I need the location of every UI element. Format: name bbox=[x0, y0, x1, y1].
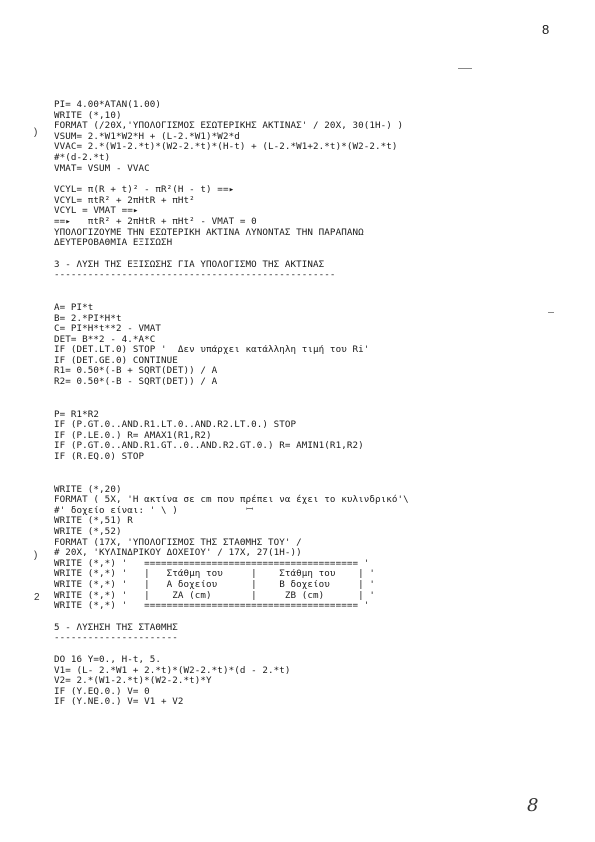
margin-mark: ) bbox=[34, 550, 38, 561]
code-line: B= 2.*PI*H*t bbox=[54, 312, 122, 324]
code-line: IF (DET.LT.0) STOP ' Δεν υπάρχει κατάλληλη τιμή του Ri' bbox=[54, 344, 370, 356]
section-heading bbox=[54, 623, 574, 644]
page-number: 8 bbox=[542, 22, 550, 37]
code-line: # 20X, 'ΚΥΛΙΝΔΡΙΚΟΥ ΔΟΧΕΙΟΥ' / 17X, 27(1H-)) bbox=[54, 547, 302, 559]
code-line: A= PI*t bbox=[54, 301, 94, 313]
margin-mark: 2 bbox=[34, 592, 40, 603]
code-block bbox=[54, 185, 574, 249]
scan-smudge bbox=[458, 68, 472, 69]
code-line: IF (Y.EQ.0.) V= 0 bbox=[54, 685, 150, 697]
code-line: R2= 0.50*(-B - SQRT(DET)) / A bbox=[54, 376, 218, 388]
code-line: ---------------------- bbox=[54, 632, 178, 644]
code-line: -------------------------------------------------- bbox=[54, 269, 336, 281]
code-line: IF (Y.NE.0.) V= V1 + V2 bbox=[54, 696, 184, 708]
code-line: 3 - ΛΥΣΗ ΤΗΣ ΕΞΙΣΩΣΗΣ ΓΙΑ ΥΠΟΛΟΓΙΣΜΟ ΤΗΣ ΑΚΤΙΝΑΣ bbox=[54, 258, 325, 270]
code-line: ==▸ πtR² + 2πHtR + πHt² - VMAT = 0 bbox=[54, 215, 257, 227]
code-line: PI= 4.00*ATAN(1.00) bbox=[54, 99, 161, 110]
code-line: C= PI*H*t**2 - VMAT bbox=[54, 323, 161, 335]
code-line: FORMAT (/20X,'ΥΠΟΛΟΓΙΣΜΟΣ ΕΣΩΤΕΡΙΚΗΣ ΑΚΤΙΝΑΣ' / 20X, 30(1H-) ) bbox=[54, 120, 404, 132]
code-line: WRITE (*,*) ' | Α δοχείου | Β δοχείου | ' bbox=[54, 578, 375, 590]
code-block bbox=[54, 655, 574, 708]
code-line: IF (P.GT.0..AND.R1.LT.0..AND.R2.LT.0.) STOP bbox=[54, 419, 297, 431]
code-line: DO 16 Y=0., H-t, 5. bbox=[54, 653, 161, 665]
margin-mark: ) bbox=[34, 127, 38, 138]
code-block bbox=[54, 485, 574, 612]
code-line: R1= 0.50*(-B + SQRT(DET)) / A bbox=[54, 365, 218, 377]
code-block bbox=[54, 303, 574, 388]
code-line: FORMAT (17X, 'ΥΠΟΛΟΓΙΣΜΟΣ ΤΗΣ ΣΤΑΘΜΗΣ ΤΟΥ' / bbox=[54, 536, 302, 548]
code-line: WRITE (*,*) ' ====================================== ' bbox=[54, 557, 370, 569]
code-line: #' δοχείο είναι: ' \ ) bbox=[54, 504, 178, 516]
code-block bbox=[54, 410, 574, 463]
code-line: VSUM= 2.*W1*W2*H + (L-2.*W1)*W2*d bbox=[54, 130, 240, 142]
code-line: FORMAT ( 5X, 'Η ακτίνα σε cm που πρέπει να έχει το κυλινδρικό'\ bbox=[54, 494, 409, 506]
code-block bbox=[54, 100, 574, 174]
code-line: IF (P.GT.0..AND.R1.GT..0..AND.R2.GT.0.) R= AMIN1(R1,R2) bbox=[54, 440, 364, 452]
fortran-listing bbox=[54, 100, 574, 708]
code-line: WRITE (*,51) R bbox=[54, 515, 133, 527]
code-line: VCYL= π(R + t)² - πR²(H - t) ==▸ bbox=[54, 184, 235, 196]
handwritten-page-mark: 8 bbox=[527, 795, 539, 816]
code-line: #*(d-2.*t) bbox=[54, 151, 111, 163]
code-line: VCYL = VMAT ==▸ bbox=[54, 205, 139, 217]
code-line: WRITE (*,*) ' | Στάθμη του | Στάθμη του | ' bbox=[54, 568, 375, 580]
code-line: VCYL= πtR² + 2πHtR + πHt² bbox=[54, 194, 195, 206]
code-line: ΔΕΥΤΕΡΟΒΑΘΜΙΑ ΕΞΙΣΩΣΗ bbox=[54, 237, 173, 249]
code-line: V1= (L- 2.*W1 + 2.*t)*(W2-2.*t)*(d - 2.*t) bbox=[54, 664, 291, 676]
code-line: IF (R.EQ.0) STOP bbox=[54, 451, 145, 463]
code-line: ΥΠΟΛΟΓΙΖΟΥΜΕ ΤΗΝ ΕΣΩΤΕΡΙΚΗ ΑΚΤΙΝΑ ΛΥΝΟΝΤΑΣ ΤΗΝ ΠΑΡΑΠΑΝΩ bbox=[54, 226, 364, 238]
scan-tick-mark: ꟷ bbox=[246, 505, 254, 515]
code-line: P= R1*R2 bbox=[54, 408, 100, 420]
code-line: IF (DET.GE.0) CONTINUE bbox=[54, 354, 178, 366]
code-line: DET= B**2 - 4.*A*C bbox=[54, 333, 156, 345]
code-line: WRITE (*,*) ' | ZA (cm) | ZB (cm) | ' bbox=[54, 589, 375, 601]
code-line: V2= 2.*(W1-2.*t)*(W2-2.*t)*Y bbox=[54, 675, 212, 687]
code-line: WRITE (*,52) bbox=[54, 526, 122, 537]
code-line: 5 - ΛΥΣΗΣΗ ΤΗΣ ΣΤΑΘΜΗΣ bbox=[54, 621, 178, 633]
code-line: VVAC= 2.*(W1-2.*t)*(W2-2.*t)*(H-t) + (L-2.*W1+2.*t)*(W2-2.*t) bbox=[54, 141, 398, 153]
section-heading bbox=[54, 260, 574, 281]
code-line: IF (P.LE.0.) R= AMAX1(R1,R2) bbox=[54, 429, 212, 441]
code-line: WRITE (*,10) bbox=[54, 109, 122, 121]
code-line: WRITE (*,20) bbox=[54, 483, 122, 495]
code-line: VMAT= VSUM - VVAC bbox=[54, 162, 150, 174]
code-line: WRITE (*,*) ' ====================================== ' bbox=[54, 600, 370, 612]
